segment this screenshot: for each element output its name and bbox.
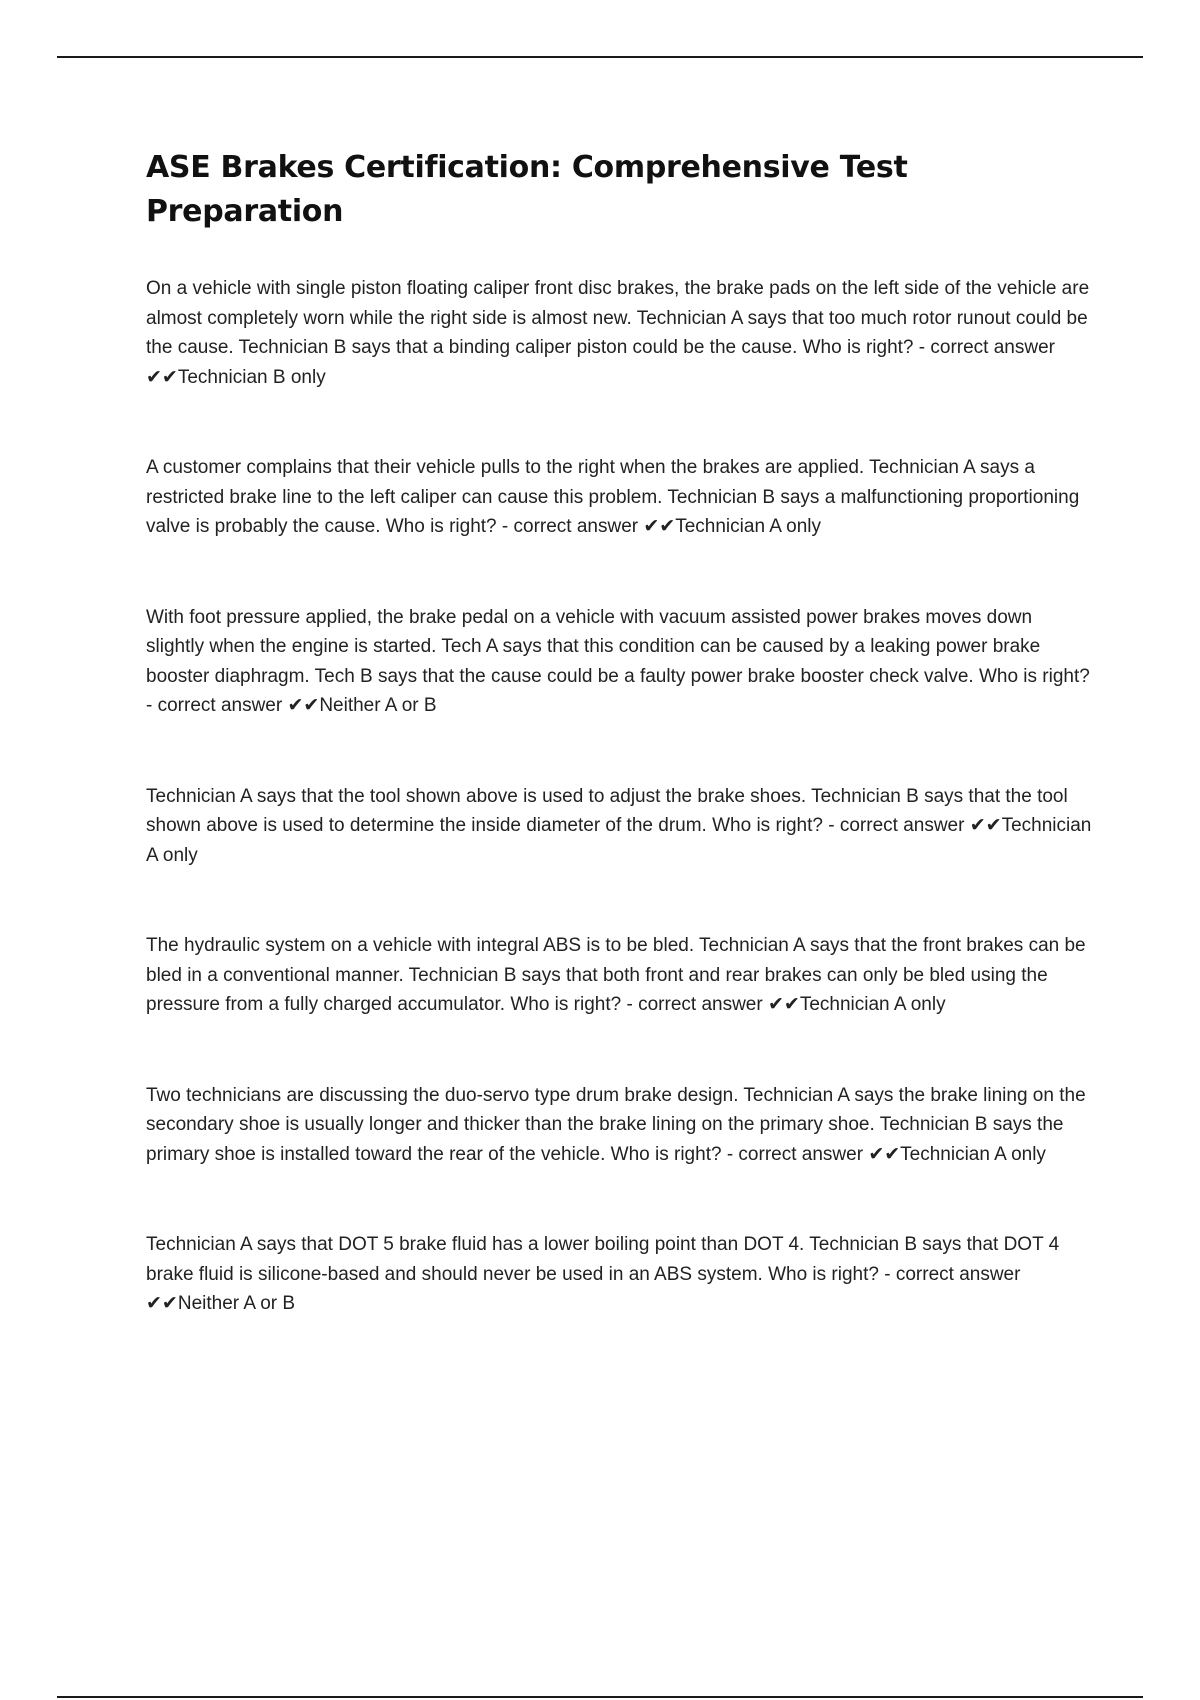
- answer-prefix: - correct answer: [626, 994, 768, 1015]
- answer-text: Neither A or B: [177, 1293, 296, 1314]
- check-mark-icon: ✔✔: [969, 815, 1002, 836]
- question-text: The hydraulic system on a vehicle with integral ABS is to be bled. Technician A says that the front brakes can be bled in a conventional manner. Technician B says that both front and rear brakes can only be bled using the pressure from a fully charged accumulator. Who is right?: [146, 935, 1086, 1015]
- answer-prefix: - correct answer: [146, 695, 288, 716]
- qa-item: [146, 1081, 1092, 1170]
- document-title: ASE Brakes Certification: Comprehensive Test Preparation: [146, 150, 908, 229]
- question-text: Two technicians are discussing the duo-servo type drum brake design. Technician A says the brake lining on the secondary shoe is usually longer and thicker than the brake lining on the primary shoe. Technician B says the primary shoe is installed toward the rear of the vehicle. Who is right?: [146, 1084, 1086, 1165]
- qa-item: [146, 453, 1092, 542]
- answer-text: Technician A only: [675, 516, 821, 537]
- qa-item: [146, 603, 1092, 721]
- answer-prefix: - correct answer: [828, 815, 970, 836]
- question-text: With foot pressure applied, the brake pedal on a vehicle with vacuum assisted power brakes moves down slightly when the engine is started. Tech A says that this condition can be caused by a leaking power brake booster diaphragm. Tech B says that the cause could be a faulty power brake booster check valve. Who is right?: [146, 606, 1090, 687]
- answer-prefix: - correct answer: [918, 337, 1055, 358]
- qa-item: [146, 782, 1092, 871]
- bottom-divider: [57, 1696, 1143, 1698]
- check-mark-icon: ✔✔: [287, 695, 320, 716]
- question-text: Technician A says that the tool shown above is used to adjust the brake shoes. Technician B says that the tool shown above is used to determine the inside diameter of the drum. Who is right?: [146, 785, 1068, 836]
- qa-item: [146, 931, 1092, 1020]
- check-mark-icon: ✔✔: [146, 1293, 178, 1314]
- check-mark-icon: ✔✔: [767, 994, 800, 1015]
- check-mark-icon: ✔✔: [146, 366, 178, 388]
- qa-item: [146, 274, 1092, 392]
- question-text: On a vehicle with single piston floating caliper front disc brakes, the brake pads on the left side of the vehicle are almost completely worn while the right side is almost new. Technician A says that too much rotor runout could be the cause. Technician B says that a binding caliper piston could be the cause. Who is right?: [146, 278, 1090, 358]
- check-mark-icon: ✔✔: [868, 1143, 901, 1165]
- qa-item: [146, 1230, 1092, 1319]
- answer-text: Technician A only: [146, 815, 1092, 866]
- qa-list: [146, 274, 1092, 1319]
- answer-prefix: - correct answer: [501, 516, 644, 537]
- answer-text: Neither A or B: [319, 695, 437, 716]
- answer-text: Technician A only: [900, 1143, 1046, 1165]
- answer-prefix: - correct answer: [884, 1263, 1021, 1285]
- answer-prefix: - correct answer: [726, 1143, 869, 1165]
- question-text: A customer complains that their vehicle pulls to the right when the brakes are applied. Technician A says a restricted brake line to the left caliper can cause this problem. Technician B says a malfunctioning proportioning valve is probably the cause. Who is right?: [146, 457, 1080, 537]
- check-mark-icon: ✔✔: [643, 516, 676, 537]
- document-body: [146, 146, 1092, 1380]
- answer-text: Technician B only: [177, 366, 326, 388]
- answer-text: Technician A only: [799, 994, 946, 1015]
- question-text: Technician A says that DOT 5 brake fluid has a lower boiling point than DOT 4. Technician B says that DOT 4 brake fluid is silicone-based and should never be used in an ABS system. Who is right?: [146, 1234, 1060, 1285]
- top-divider: [57, 56, 1143, 58]
